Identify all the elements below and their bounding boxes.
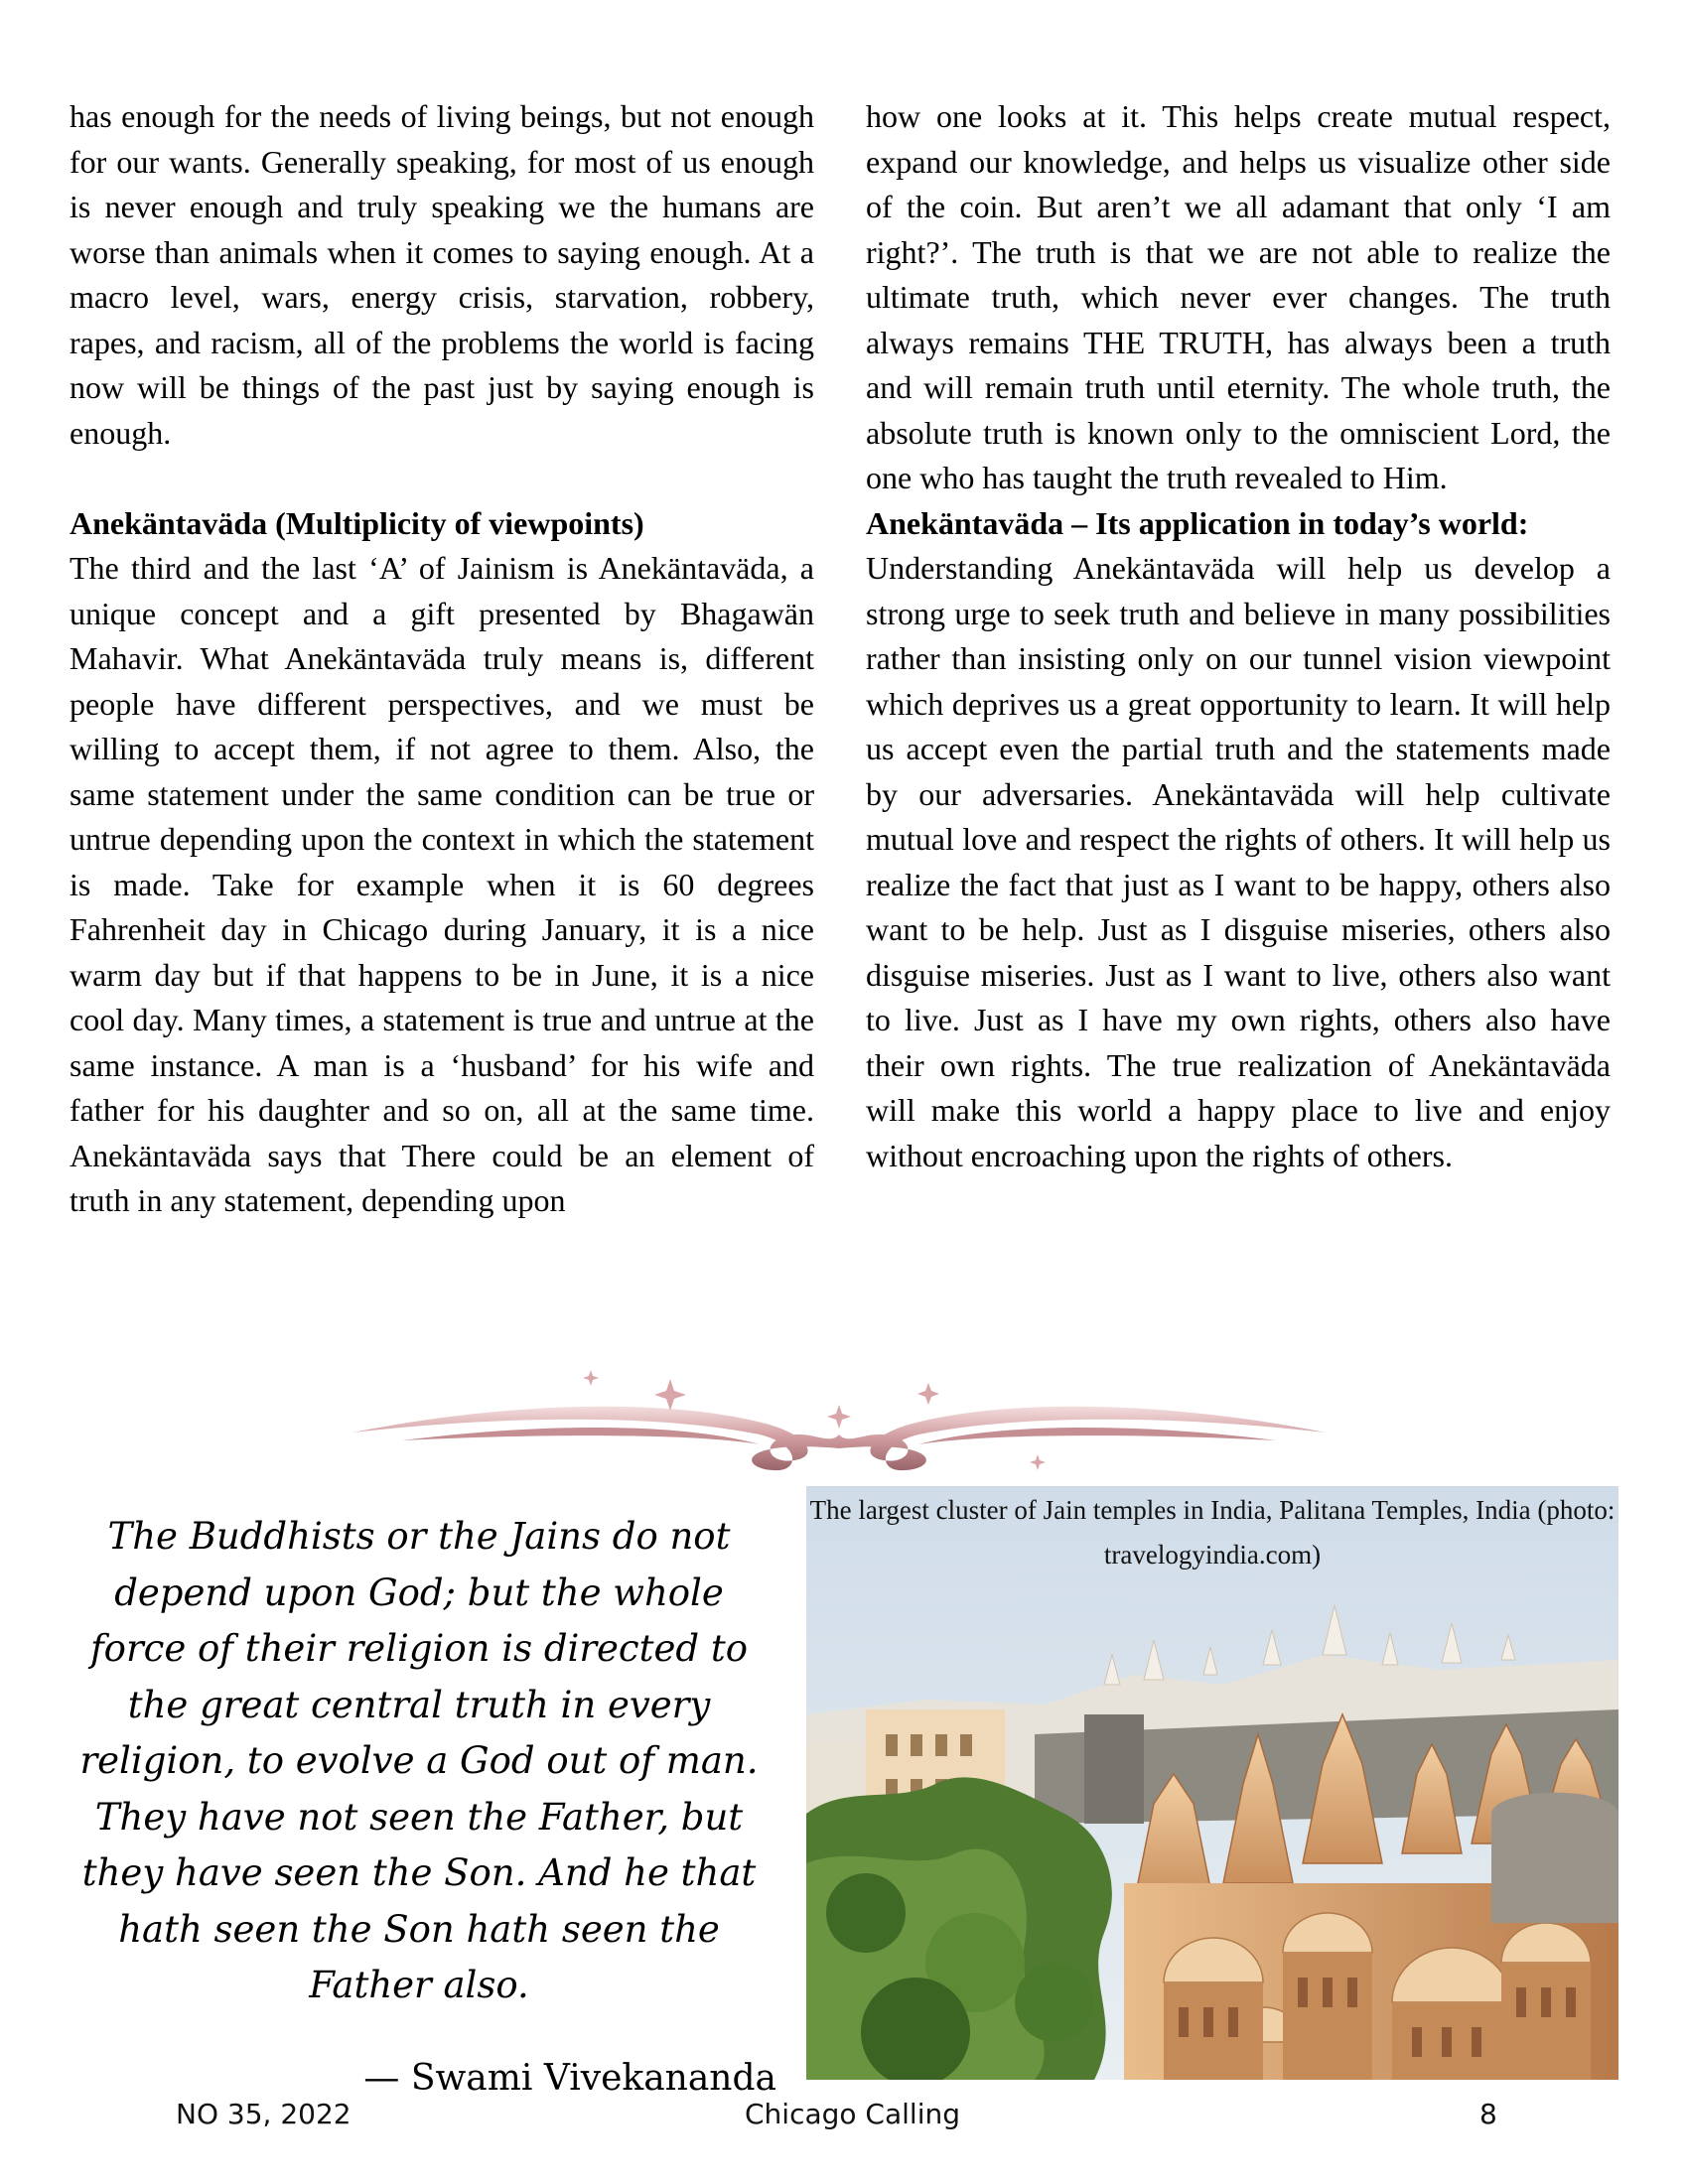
photo-caption: The largest cluster of Jain temples in India, Palitana Temples, India (photo: travelogyindia.com) <box>809 1495 1616 1570</box>
quote-block <box>62 1509 776 2099</box>
left-paragraph-2: The third and the last ‘A’ of Jainism is Anekäntaväda, a unique concept and a gift presented by Bhagawän Mahavir. What Anekäntaväda truly means is, different people have different perspectives, and we must be willing to accept them, if not agree to them. Also, the same statement under the same condition can be true or untrue depending upon the context in which the statement is made. Take for example when it is 60 degrees Fahrenheit day in Chicago during January, it is a nice warm day but if that happens to be in June, it is a nice cool day. Many times, a statement is true and untrue at the same instance. A man is a ‘husband’ for his wife and father for his daughter and so on, all at the same time. Anekäntaväda says that There could be an element of truth in any statement, depending upon <box>70 550 814 1218</box>
left-paragraph-1: has enough for the needs of living beings, but not enough for our wants. Generally speaking, for most of us enough is never enough and truly speaking we the humans are worse than animals when it comes to saying enough. At a macro level, wars, energy crisis, starvation, robbery, rapes, and racism, all of the problems the world is facing now will be things of the past just by saying enough is enough. <box>70 98 814 451</box>
footer-page-number: 8 <box>1479 2098 1497 2130</box>
right-paragraph-1: how one looks at it. This helps create mutual respect, expand our knowledge, and helps us visualize other side of the coin. But aren’t we all adamant that only ‘I am right?’. The truth is that we are not able to realize the ultimate truth, which never ever changes. The truth always remains THE TRUTH, has always been a truth and will remain truth until eternity. The whole truth, the absolute truth is known only to the omniscient Lord, the one who has taught the truth revealed to Him. <box>866 98 1611 495</box>
right-column <box>866 94 1611 1178</box>
quote-author: — Swami Vivekananda <box>363 2057 776 2099</box>
right-paragraph-2: Understanding Anekäntaväda will help us develop a strong urge to seek truth and believe in many possibilities rather than insisting only on our tunnel vision viewpoint which deprives us a great opportunity to learn. It will help us accept even the partial truth and the statements made by our adversaries. Anekäntaväda will help cultivate mutual love and respect the rights of others. It will help us realize the fact that just as I want to be happy, others also want to be help. Just as I disguise miseries, others also disguise miseries. Just as I want to live, others also want to live. Just as I have my own rights, others also have their own rights. The true realization of Anekäntaväda will make this world a happy place to live and enjoy without encroaching upon the rights of others. <box>866 550 1611 1173</box>
temple-photo <box>806 1486 1618 2080</box>
quote-text: The Buddhists or the Jains do not depend upon God; but the whole force of their religion is directed to the great central truth in every religion, to evolve a God out of man. They have not seen the Father, but they have seen the Son. And he that hath seen the Son hath seen the Father also. <box>79 1515 759 2006</box>
left-section-heading: Anekäntaväda (Multiplicity of viewpoints) <box>70 504 644 541</box>
ornament-divider-icon <box>343 1365 1336 1474</box>
left-column <box>70 94 814 1224</box>
right-section-heading: Anekäntaväda – Its application in today’s world: <box>866 504 1529 541</box>
paragraph-spacer <box>70 456 814 501</box>
footer-issue: NO 35, 2022 <box>176 2098 352 2130</box>
footer-publication: Chicago Calling <box>745 2098 960 2130</box>
